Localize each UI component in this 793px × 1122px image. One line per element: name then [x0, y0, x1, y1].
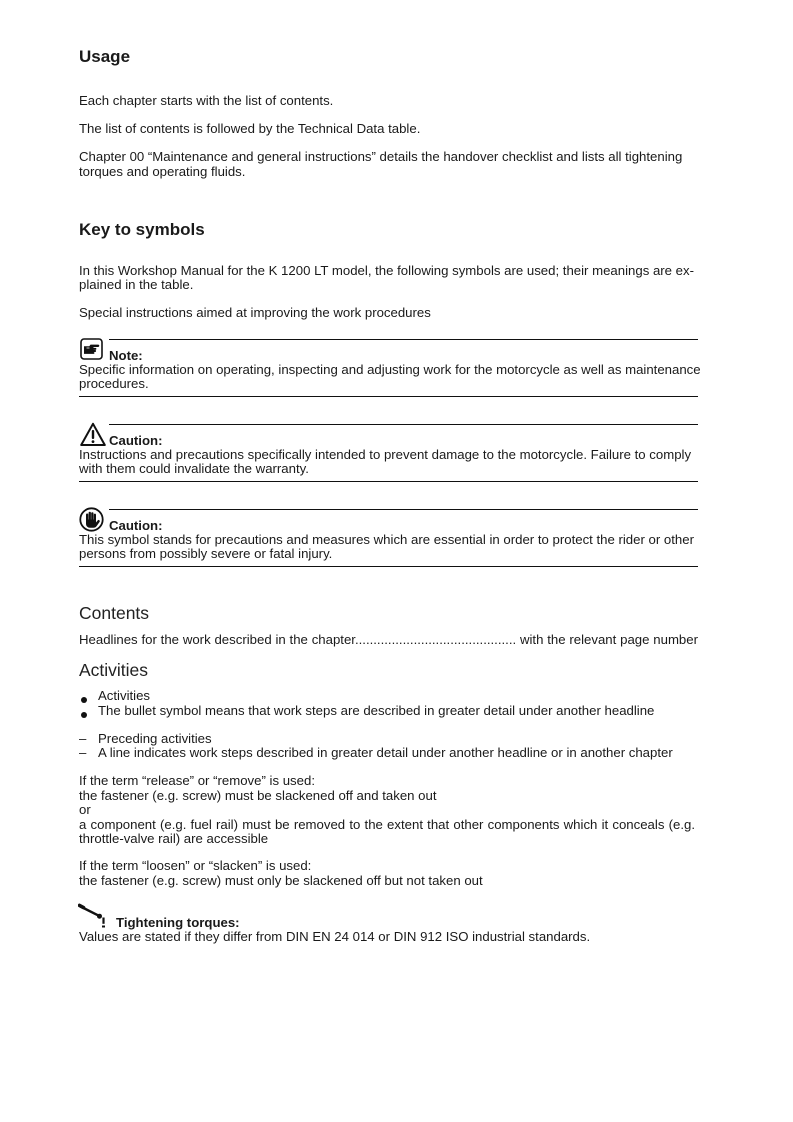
release-text-line: or: [79, 802, 91, 817]
dash-list-item: [79, 745, 698, 760]
torque-text: Values are stated if they differ from DIN EN 24 014 or DIN 912 ISO industrial standards.: [79, 929, 591, 944]
contents-heading: Contents: [79, 603, 150, 623]
caution-text-line: with them could invalidate the warranty.: [79, 461, 309, 476]
torque-wrench-icon: [78, 903, 110, 929]
usage-paragraph-line: Chapter 00 “Maintenance and general instructions” details the handover checklist and lists all tightening: [79, 149, 683, 164]
intro-line: In this Workshop Manual for the K 1200 LT model, the following symbols are used; their meanings are ex-: [79, 263, 695, 278]
divider: [79, 566, 698, 567]
release-text-line: If the term “release” or “remove” is used:: [79, 773, 315, 788]
usage-paragraph: Each chapter starts with the list of contents.: [79, 93, 334, 108]
caution-text-line: persons from possibly severe or fatal injury.: [79, 546, 333, 561]
usage-heading: Usage: [79, 47, 131, 66]
usage-paragraph: The list of contents is followed by the Technical Data table.: [79, 121, 421, 136]
release-text-line: throttle-valve rail) are accessible: [79, 831, 269, 846]
note-text-line: Specific information on operating, inspecting and adjusting work for the motorcycle as well as maintenance: [79, 362, 701, 377]
divider: [109, 424, 698, 425]
note-pointing-hand-icon: [80, 338, 103, 360]
loosen-text-line: If the term “loosen” or “slacken” is used:: [79, 858, 312, 873]
caution-text-line: Instructions and precautions specifically intended to prevent damage to the motorcycle. Failure to comply: [79, 447, 692, 462]
activities-heading: Activities: [79, 660, 149, 680]
divider: [79, 481, 698, 482]
bullet-item-text: The bullet symbol means that work steps are described in greater detail under another headline: [98, 703, 655, 718]
stop-hand-icon: [79, 507, 104, 532]
torque-label: Tightening torques:: [116, 915, 240, 930]
bullet-item-text: Activities: [98, 688, 151, 703]
usage-paragraph-line: torques and operating fluids.: [79, 164, 246, 179]
caution-label: Caution:: [109, 433, 163, 448]
dash-marker: –: [79, 745, 87, 760]
note-label: Note:: [109, 348, 143, 363]
release-text-line: a component (e.g. fuel rail) must be removed to the extent that other components which it conceals (e.g.: [79, 817, 695, 832]
dash-marker: –: [79, 731, 87, 746]
loosen-text-line: the fastener (e.g. screw) must only be slackened off but not taken out: [79, 873, 483, 888]
dash-item-text: A line indicates work steps described in greater detail under another headline or in another chapter: [98, 745, 673, 760]
note-text-line: procedures.: [79, 376, 149, 391]
warning-triangle-icon: [80, 422, 106, 447]
dash-item-text: Preceding activities: [98, 731, 212, 746]
divider: [109, 339, 698, 340]
divider: [109, 509, 698, 510]
caution-label: Caution:: [109, 518, 163, 533]
dash-list-item: [79, 731, 698, 746]
bullet-list-item: [79, 688, 698, 703]
special-instructions-text: Special instructions aimed at improving the work procedures: [79, 305, 431, 320]
release-text-line: the fastener (e.g. screw) must be slackened off and taken out: [79, 788, 437, 803]
bullet-icon: [81, 712, 87, 718]
bullet-list-item: [79, 703, 698, 718]
contents-leader-line: Headlines for the work described in the chapter............................................ with the relevant page number: [79, 632, 698, 647]
divider: [79, 396, 698, 397]
caution-text-line: This symbol stands for precautions and measures which are essential in order to protect the rider or other: [79, 532, 694, 547]
intro-line: plained in the table.: [79, 277, 194, 292]
key-to-symbols-heading: Key to symbols: [79, 220, 205, 239]
